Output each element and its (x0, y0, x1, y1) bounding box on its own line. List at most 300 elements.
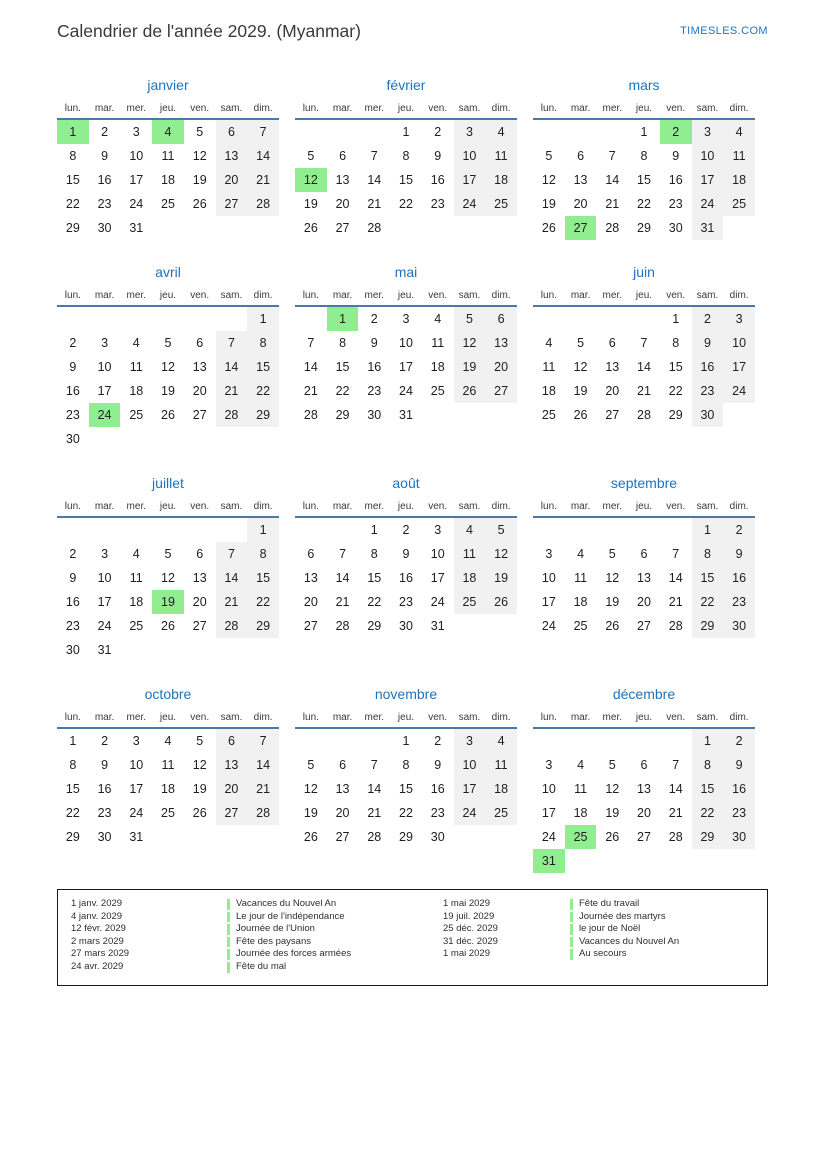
weekday-label: sam. (220, 103, 243, 114)
day-cell: 6 (640, 547, 648, 561)
weekday-label: dim. (491, 290, 511, 301)
legend-date: 31 déc. 2029 (443, 935, 498, 947)
week-row (57, 331, 279, 355)
day-cell: 19 (485, 566, 517, 590)
empty-day-cell (327, 120, 359, 144)
weekday-label: dim. (729, 501, 749, 512)
empty-day-cell (295, 729, 327, 753)
day-cell: 29 (399, 830, 413, 844)
week-row (295, 753, 517, 777)
legend-label: Le jour de l'indépendance (236, 910, 345, 922)
day-cell: 18 (454, 566, 486, 590)
empty-day-cell (454, 403, 486, 427)
legend-item (71, 961, 443, 974)
day-cell: 29 (668, 408, 683, 422)
weekday-label: ven. (190, 290, 210, 301)
legend-date: 25 déc. 2029 (443, 923, 498, 935)
empty-day-cell (247, 825, 279, 849)
day-cell: 2 (723, 518, 755, 542)
day-cell: 22 (399, 806, 413, 820)
week-row (57, 192, 279, 216)
empty-day-cell (692, 849, 724, 873)
day-cell: 26 (303, 221, 318, 235)
day-cell: 26 (605, 619, 620, 633)
weekday-label: jeu. (635, 501, 653, 512)
day-cell: 12 (454, 331, 486, 355)
day-cell: 17 (454, 168, 486, 192)
day-cell: 21 (367, 197, 382, 211)
day-cell: 31 (129, 221, 144, 235)
day-cell: 8 (247, 542, 279, 566)
day-cell: 8 (692, 753, 724, 777)
site-link[interactable]: TIMESLES.COM (680, 25, 768, 37)
day-cell: 2 (434, 125, 442, 139)
day-cell: 27 (216, 801, 248, 825)
day-cell: 17 (97, 384, 112, 398)
month-title: février (386, 77, 426, 93)
weekday-header-row (295, 710, 517, 729)
week-row (295, 825, 517, 849)
weekday-label: jeu. (397, 103, 415, 114)
empty-day-cell (184, 638, 216, 662)
day-cell: 7 (370, 149, 378, 163)
day-cell: 8 (402, 758, 410, 772)
holiday-day-cell: 2 (660, 120, 692, 144)
day-cell: 18 (485, 168, 517, 192)
day-cell: 18 (573, 595, 588, 609)
day-cell: 17 (723, 355, 755, 379)
weekday-label: jeu. (635, 712, 653, 723)
day-cell: 25 (129, 408, 144, 422)
empty-day-cell (485, 216, 517, 240)
day-cell: 9 (69, 360, 77, 374)
week-row (295, 614, 517, 638)
day-cell: 11 (161, 149, 175, 163)
holiday-day-cell: 24 (89, 403, 121, 427)
weekday-label: lun. (540, 290, 557, 301)
day-cell: 10 (454, 753, 486, 777)
day-cell: 14 (247, 753, 279, 777)
empty-day-cell (596, 849, 628, 873)
day-cell: 24 (430, 595, 445, 609)
week-row (57, 518, 279, 542)
day-cell: 22 (65, 197, 80, 211)
day-cell: 23 (97, 806, 112, 820)
weekday-label: dim. (491, 501, 511, 512)
day-cell: 21 (335, 595, 350, 609)
day-cell: 13 (485, 331, 517, 355)
day-cell: 10 (541, 571, 556, 585)
week-row (57, 825, 279, 849)
day-cell: 5 (608, 758, 616, 772)
week-row (57, 542, 279, 566)
weekday-label: ven. (428, 103, 448, 114)
day-cell: 10 (97, 571, 112, 585)
day-cell: 20 (335, 806, 350, 820)
week-row (533, 566, 755, 590)
day-cell: 11 (161, 758, 175, 772)
day-cell: 25 (161, 806, 175, 820)
day-cell: 25 (430, 384, 445, 398)
month-title: août (392, 475, 420, 491)
weekday-label: sam. (696, 290, 719, 301)
day-cell: 20 (192, 384, 207, 398)
day-cell: 16 (723, 566, 755, 590)
weekday-label: mar. (570, 501, 591, 512)
day-cell: 3 (454, 729, 486, 753)
week-row (295, 566, 517, 590)
weekday-label: dim. (253, 103, 273, 114)
day-cell: 15 (399, 782, 413, 796)
week-row (295, 307, 517, 331)
day-cell: 8 (247, 331, 279, 355)
day-cell: 29 (637, 221, 651, 235)
day-cell: 30 (65, 432, 80, 446)
weekday-header-row (295, 101, 517, 120)
empty-day-cell (89, 427, 121, 451)
day-cell: 31 (430, 619, 445, 633)
week-row (533, 307, 755, 331)
day-cell: 10 (399, 336, 413, 350)
day-cell: 21 (605, 197, 620, 211)
day-cell: 6 (196, 547, 204, 561)
weekday-label: jeu. (159, 712, 177, 723)
week-row (295, 729, 517, 753)
week-row (295, 590, 517, 614)
day-cell: 16 (65, 595, 80, 609)
week-row (57, 168, 279, 192)
legend-label: Fête des paysans (236, 935, 311, 947)
week-row (295, 216, 517, 240)
day-cell: 28 (367, 830, 382, 844)
day-cell: 19 (192, 782, 207, 796)
week-row (533, 590, 755, 614)
week-row (57, 753, 279, 777)
weekday-label: mar. (332, 712, 353, 723)
weekday-label: mer. (126, 501, 146, 512)
day-cell: 3 (545, 547, 553, 561)
week-row (533, 801, 755, 825)
weekday-label: mar. (332, 103, 353, 114)
day-cell: 22 (637, 197, 651, 211)
holiday-day-cell: 1 (327, 307, 359, 331)
day-cell: 27 (192, 619, 207, 633)
day-cell: 13 (605, 360, 620, 374)
weekday-label: sam. (696, 501, 719, 512)
weekday-label: ven. (666, 501, 686, 512)
day-cell: 11 (574, 571, 588, 585)
weekday-label: ven. (190, 103, 210, 114)
day-cell: 29 (692, 614, 724, 638)
day-cell: 13 (573, 173, 588, 187)
day-cell: 4 (485, 120, 517, 144)
day-cell: 8 (672, 336, 680, 350)
empty-day-cell (327, 518, 359, 542)
week-row (295, 144, 517, 168)
month-décembre (533, 684, 755, 873)
week-row (533, 518, 755, 542)
day-cell: 18 (161, 782, 175, 796)
day-cell: 26 (541, 221, 556, 235)
day-cell: 17 (692, 168, 724, 192)
day-cell: 31 (399, 408, 413, 422)
day-cell: 9 (672, 149, 680, 163)
empty-day-cell (565, 518, 597, 542)
week-row (57, 379, 279, 403)
day-cell: 5 (196, 125, 204, 139)
day-cell: 22 (692, 590, 724, 614)
empty-day-cell (723, 403, 755, 427)
weekday-label: dim. (729, 290, 749, 301)
day-cell: 29 (367, 619, 382, 633)
day-cell: 27 (216, 192, 248, 216)
weekday-label: sam. (458, 501, 481, 512)
day-cell: 6 (216, 729, 248, 753)
day-cell: 28 (367, 221, 382, 235)
empty-day-cell (247, 427, 279, 451)
day-cell: 14 (335, 571, 350, 585)
empty-day-cell (120, 638, 152, 662)
holiday-day-cell: 1 (57, 120, 89, 144)
empty-day-cell (247, 638, 279, 662)
day-cell: 3 (132, 125, 140, 139)
day-cell: 19 (303, 806, 318, 820)
day-cell: 20 (573, 197, 588, 211)
weekday-label: mer. (602, 501, 622, 512)
day-cell: 14 (668, 571, 683, 585)
day-cell: 20 (303, 595, 318, 609)
weekday-label: ven. (666, 103, 686, 114)
legend-item (71, 936, 443, 949)
day-cell: 26 (485, 590, 517, 614)
day-cell: 2 (69, 547, 77, 561)
day-cell: 5 (454, 307, 486, 331)
day-cell: 14 (216, 566, 248, 590)
day-cell: 25 (454, 590, 486, 614)
legend-item (443, 936, 755, 949)
week-row (295, 777, 517, 801)
day-cell: 3 (101, 336, 109, 350)
day-cell: 14 (668, 782, 683, 796)
empty-day-cell (89, 307, 121, 331)
day-cell: 31 (692, 216, 724, 240)
legend-column (443, 898, 755, 974)
empty-day-cell (723, 216, 755, 240)
day-cell: 24 (129, 806, 144, 820)
weekday-label: mer. (364, 501, 384, 512)
day-cell: 2 (69, 336, 77, 350)
empty-day-cell (57, 518, 89, 542)
empty-day-cell (184, 216, 216, 240)
empty-day-cell (628, 729, 660, 753)
day-cell: 15 (692, 777, 724, 801)
weekday-label: ven. (428, 712, 448, 723)
empty-day-cell (184, 825, 216, 849)
week-row (533, 168, 755, 192)
day-cell: 1 (402, 734, 410, 748)
month-juillet (57, 473, 279, 662)
day-cell: 18 (161, 173, 175, 187)
week-row (533, 355, 755, 379)
legend-label: Vacances du Nouvel An (236, 898, 337, 909)
weekday-label: mer. (602, 103, 622, 114)
day-cell: 27 (637, 830, 651, 844)
day-cell: 25 (129, 619, 144, 633)
empty-day-cell (327, 729, 359, 753)
legend-item (71, 923, 443, 936)
day-cell: 27 (303, 619, 318, 633)
day-cell: 7 (339, 547, 347, 561)
week-row (295, 542, 517, 566)
weekday-label: jeu. (635, 290, 653, 301)
day-cell: 24 (541, 830, 556, 844)
week-row (57, 638, 279, 662)
weekday-label: sam. (458, 712, 481, 723)
week-row (295, 192, 517, 216)
weekday-label: jeu. (397, 712, 415, 723)
day-cell: 23 (399, 595, 413, 609)
day-cell: 17 (541, 806, 556, 820)
day-cell: 21 (216, 590, 248, 614)
day-cell: 7 (247, 120, 279, 144)
day-cell: 18 (723, 168, 755, 192)
day-cell: 1 (69, 734, 77, 748)
day-cell: 15 (367, 571, 382, 585)
empty-day-cell (152, 638, 184, 662)
day-cell: 17 (129, 782, 144, 796)
day-cell: 21 (367, 806, 382, 820)
week-row (57, 590, 279, 614)
page-title: Calendrier de l'année 2029. (Myanmar) (57, 21, 361, 41)
day-cell: 19 (573, 384, 588, 398)
day-cell: 4 (545, 336, 553, 350)
weekday-label: mar. (94, 712, 115, 723)
legend-item (443, 911, 755, 924)
weekday-label: sam. (696, 712, 719, 723)
day-cell: 7 (608, 149, 616, 163)
legend-date: 24 avr. 2029 (71, 960, 124, 972)
day-cell: 3 (723, 307, 755, 331)
weekday-label: mar. (570, 103, 591, 114)
day-cell: 10 (430, 547, 445, 561)
weekday-label: dim. (253, 290, 273, 301)
day-cell: 6 (640, 758, 648, 772)
day-cell: 7 (247, 729, 279, 753)
week-row (57, 801, 279, 825)
weekday-label: ven. (666, 712, 686, 723)
day-cell: 19 (192, 173, 207, 187)
day-cell: 5 (545, 149, 553, 163)
day-cell: 16 (367, 360, 382, 374)
week-row (295, 379, 517, 403)
weekday-label: lun. (302, 501, 319, 512)
legend-item (443, 923, 755, 936)
day-cell: 17 (399, 360, 413, 374)
weekday-label: dim. (729, 103, 749, 114)
month-title: mai (394, 264, 418, 280)
month-title: juillet (152, 475, 184, 491)
legend-label: Journée des martyrs (579, 910, 666, 922)
weekday-header-row (57, 499, 279, 518)
day-cell: 9 (434, 758, 442, 772)
day-cell: 7 (216, 542, 248, 566)
day-cell: 4 (132, 547, 140, 561)
week-row (533, 825, 755, 849)
day-cell: 15 (247, 566, 279, 590)
day-cell: 25 (573, 619, 588, 633)
day-cell: 18 (573, 806, 588, 820)
empty-day-cell (358, 120, 390, 144)
day-cell: 6 (196, 336, 204, 350)
weekday-label: lun. (540, 103, 557, 114)
empty-day-cell (422, 403, 454, 427)
day-cell: 22 (692, 801, 724, 825)
day-cell: 24 (129, 197, 144, 211)
day-cell: 26 (192, 197, 207, 211)
month-mars (533, 75, 755, 240)
week-row (533, 379, 755, 403)
day-cell: 19 (605, 595, 620, 609)
weekday-label: dim. (729, 712, 749, 723)
day-cell: 13 (192, 360, 207, 374)
holiday-legend (57, 889, 768, 986)
month-octobre (57, 684, 279, 849)
day-cell: 9 (370, 336, 378, 350)
day-cell: 4 (577, 758, 585, 772)
day-cell: 21 (303, 384, 318, 398)
holiday-day-cell: 31 (533, 849, 565, 873)
day-cell: 25 (723, 192, 755, 216)
month-title: juin (633, 264, 655, 280)
day-cell: 6 (485, 307, 517, 331)
week-row (533, 192, 755, 216)
day-cell: 30 (723, 614, 755, 638)
day-cell: 20 (605, 384, 620, 398)
empty-day-cell (184, 307, 216, 331)
day-cell: 15 (692, 566, 724, 590)
weekday-header-row (57, 101, 279, 120)
day-cell: 23 (692, 379, 724, 403)
empty-day-cell (485, 614, 517, 638)
empty-day-cell (596, 307, 628, 331)
month-title: mars (628, 77, 660, 93)
day-cell: 4 (723, 120, 755, 144)
day-cell: 11 (485, 753, 517, 777)
day-cell: 17 (129, 173, 144, 187)
weekday-header-row (295, 288, 517, 307)
empty-day-cell (57, 307, 89, 331)
week-row (533, 777, 755, 801)
day-cell: 27 (335, 830, 350, 844)
week-row (533, 849, 755, 873)
day-cell: 28 (668, 619, 683, 633)
day-cell: 27 (335, 221, 350, 235)
day-cell: 13 (216, 753, 248, 777)
day-cell: 4 (132, 336, 140, 350)
empty-day-cell (533, 120, 565, 144)
empty-day-cell (120, 518, 152, 542)
day-cell: 30 (97, 221, 112, 235)
week-row (533, 542, 755, 566)
day-cell: 21 (668, 595, 683, 609)
day-cell: 28 (335, 619, 350, 633)
empty-day-cell (247, 216, 279, 240)
weekday-header-row (533, 101, 755, 120)
day-cell: 1 (640, 125, 648, 139)
weekday-header-row (295, 499, 517, 518)
day-cell: 21 (668, 806, 683, 820)
month-novembre (295, 684, 517, 849)
